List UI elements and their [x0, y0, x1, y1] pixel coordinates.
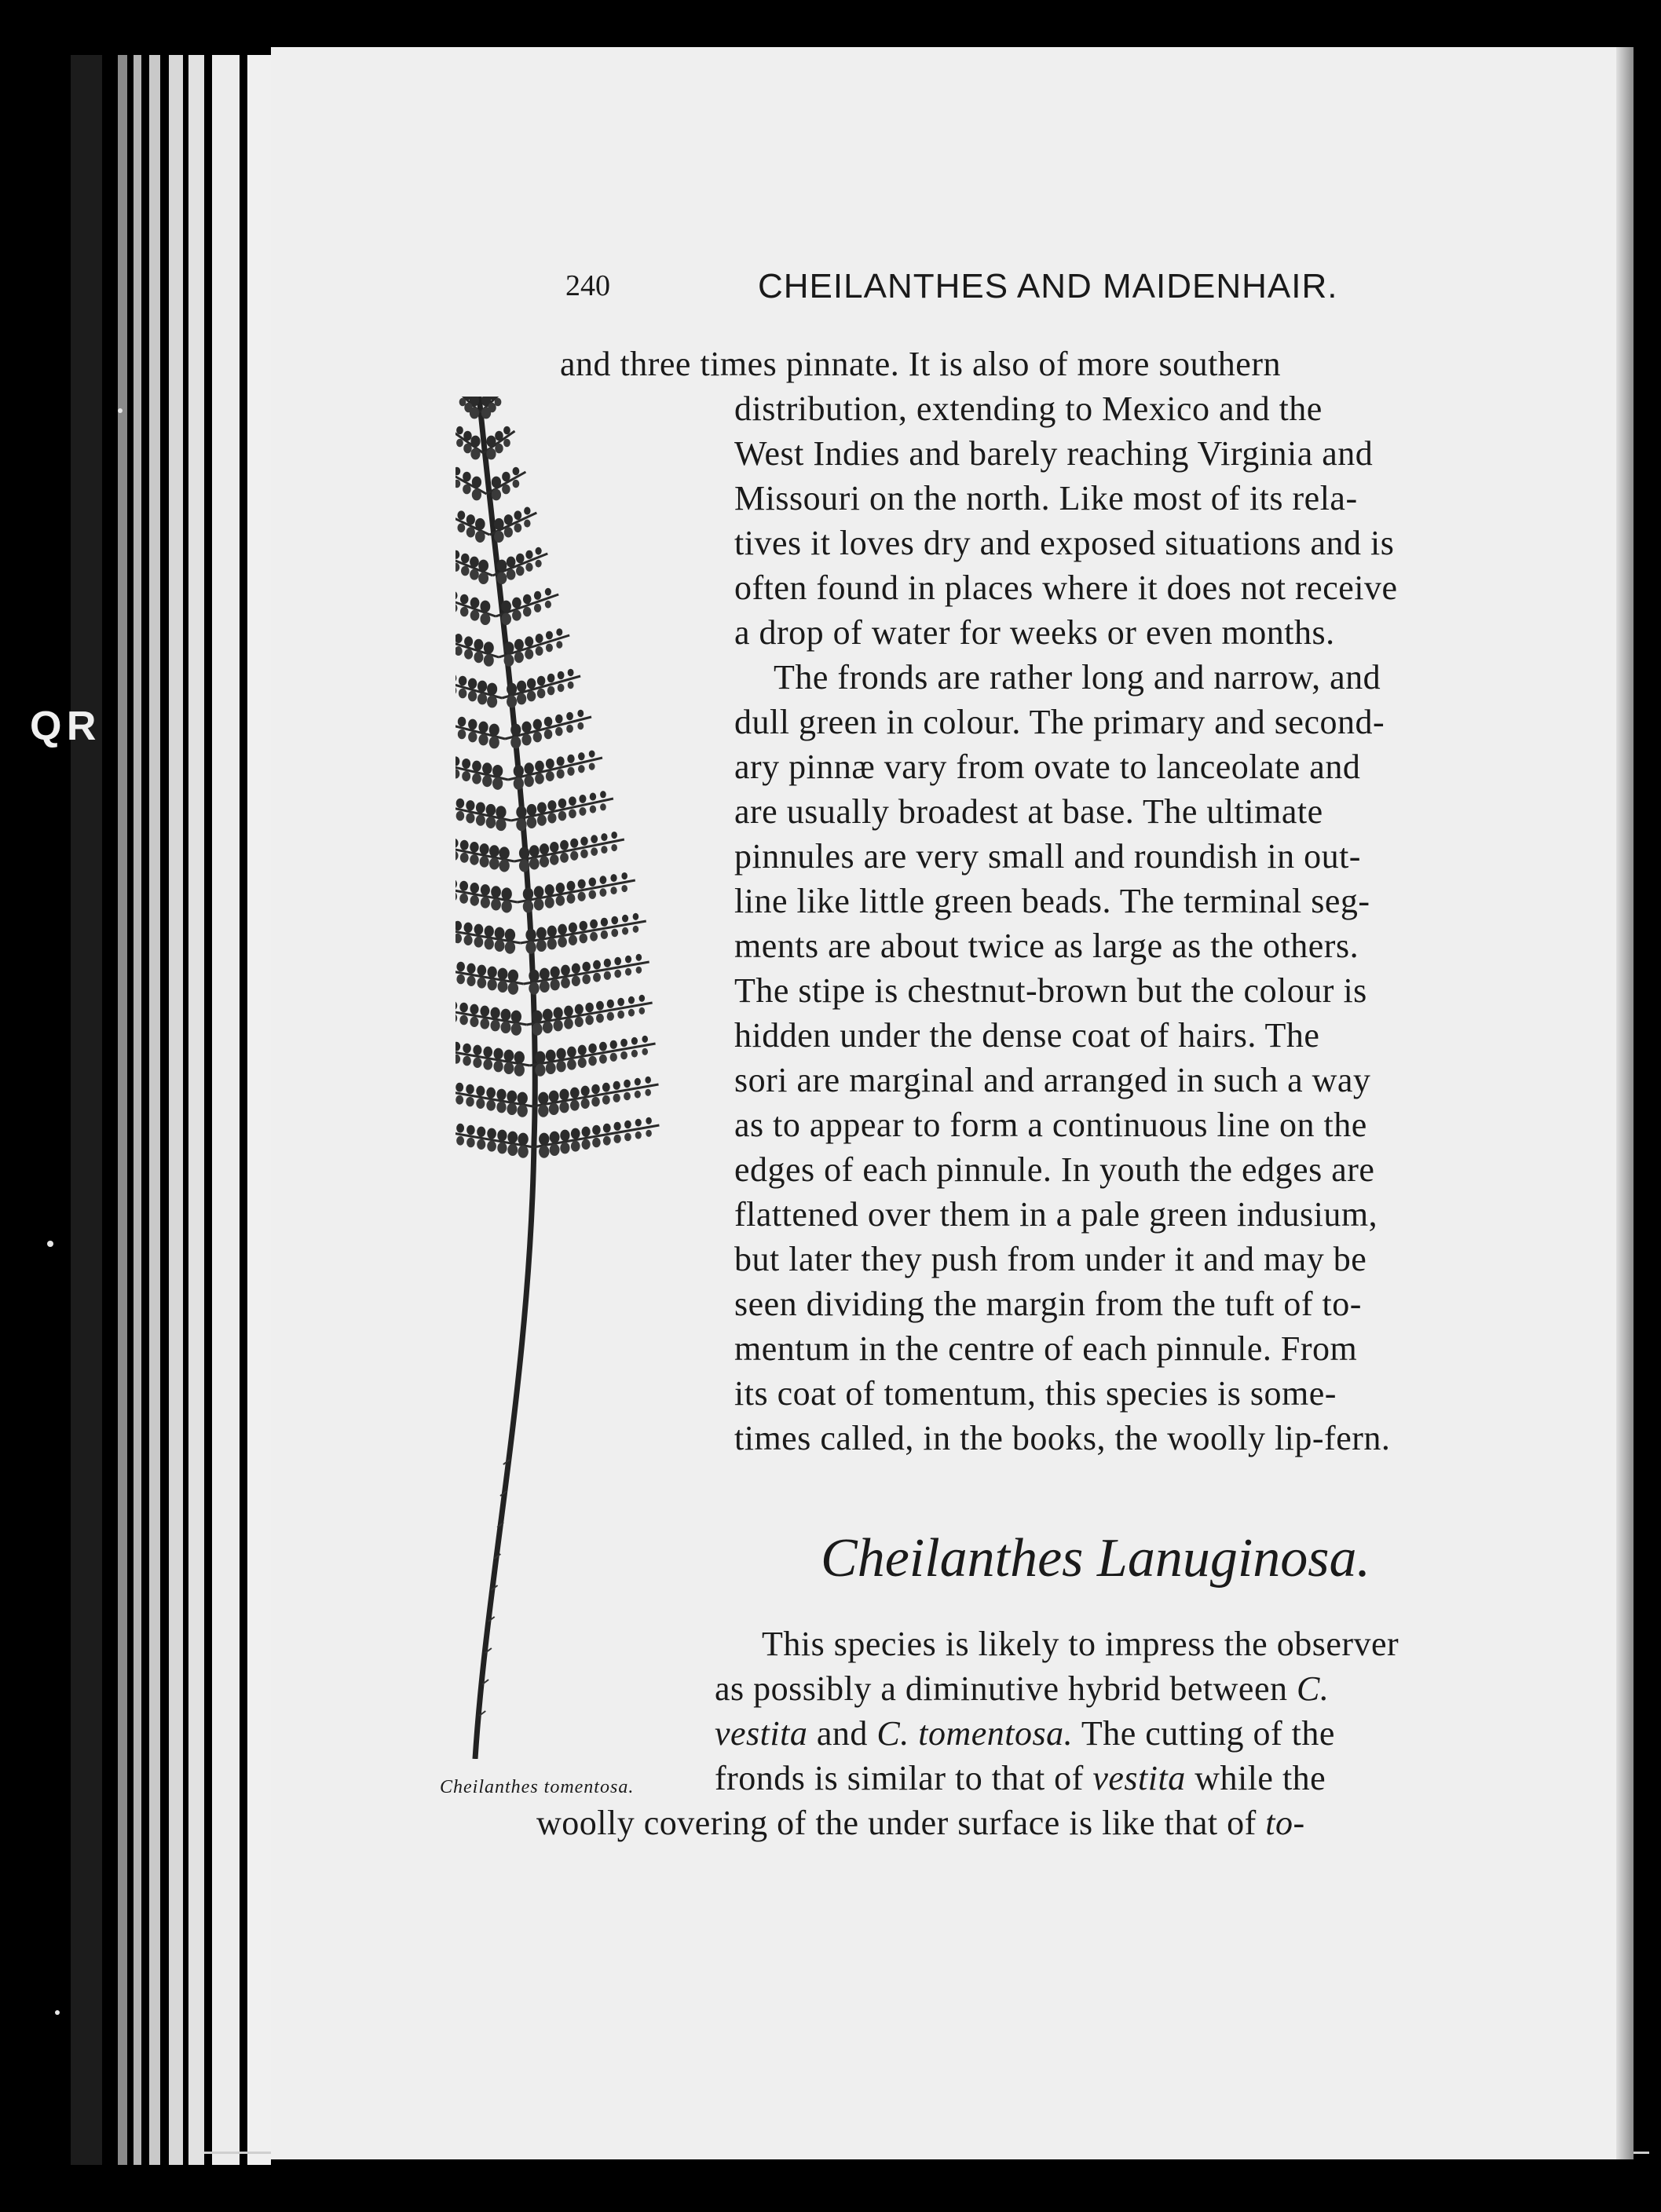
text-line: seen dividing the margin from the tuft of to- — [734, 1285, 1362, 1323]
text-line: times called, in the books, the woolly lip-fern. — [734, 1419, 1391, 1457]
text-line: a drop of water for weeks or even months. — [734, 613, 1335, 652]
book-edge — [134, 55, 141, 2165]
fern-pinna — [502, 669, 580, 708]
book-edge — [169, 55, 183, 2165]
fern-pinna — [505, 710, 591, 749]
fern-pinna — [455, 791, 511, 831]
margin-mark: Q R — [30, 704, 93, 749]
book-page — [271, 47, 1634, 2159]
text-line — [536, 1803, 1305, 1843]
book-edge — [118, 55, 127, 2165]
fern-pinna — [499, 628, 569, 667]
fern-pinna — [527, 995, 653, 1036]
fern-pinna — [457, 397, 481, 419]
text-line — [715, 1758, 1326, 1798]
book-edge — [247, 55, 271, 2165]
fern-pinna — [481, 397, 504, 419]
text-line: distribution, extending to Mexico and the — [734, 389, 1323, 428]
fern-pinna — [533, 1117, 659, 1158]
fern-pinna — [455, 954, 524, 995]
text-line: The stipe is chestnut-brown but the colour is — [734, 971, 1367, 1010]
text-line — [715, 1669, 1329, 1709]
text-line: West Indies and barely reaching Virginia and — [734, 434, 1374, 473]
fern-pinna — [492, 547, 547, 584]
book-edge — [188, 55, 204, 2165]
book-edge — [212, 55, 240, 2165]
fern-pinna — [508, 750, 602, 789]
fern-pinna — [455, 507, 489, 543]
text-line: hidden under the dense coat of hairs. The — [734, 1016, 1320, 1055]
text-line: are usually broadest at base. The ultimate — [734, 792, 1323, 831]
book-edge — [71, 55, 102, 2165]
text-line: often found in places where it does not receive — [734, 569, 1398, 607]
text-line: The fronds are rather long and narrow, and — [774, 658, 1381, 697]
text-run: and — [807, 1714, 877, 1753]
text-line: as to appear to form a continuous line on the — [734, 1106, 1367, 1144]
text-run: The cutting of the — [1073, 1714, 1335, 1753]
speck — [47, 1241, 53, 1247]
fern-pinna — [455, 588, 496, 625]
page-gutter-shadow — [1616, 47, 1634, 2159]
speck — [118, 408, 123, 413]
page-number: 240 — [565, 269, 610, 302]
text-line: its coat of tomentum, this species is some- — [734, 1374, 1337, 1413]
text-line: edges of each pinnule. In youth the edges are — [734, 1150, 1375, 1189]
fern-pinna — [489, 507, 536, 543]
italic-run: vestita — [715, 1714, 808, 1753]
running-head: CHEILANTHES AND MAIDENHAIR. — [758, 267, 1338, 305]
fern-pinna — [511, 791, 613, 831]
text-line: and three times pinnate. It is also of more southern — [560, 345, 1281, 383]
text-line: line like little green beads. The terminal seg- — [734, 882, 1370, 920]
italic-run: vestita — [1092, 1759, 1186, 1797]
text-run: fronds is similar to that of — [715, 1759, 1093, 1797]
fern-pinna — [455, 426, 483, 460]
fern-pinna — [455, 1117, 533, 1158]
fern-pinna — [533, 1077, 659, 1117]
fern-pinna — [455, 710, 505, 749]
text-line: Missouri on the north. Like most of its rela- — [734, 479, 1358, 517]
fern-pinna — [455, 913, 521, 954]
text-line: but later they push from under it and may be — [734, 1240, 1367, 1278]
fern-pinna — [521, 913, 646, 954]
text-line: mentum in the centre of each pinnule. From — [734, 1329, 1358, 1368]
fern-pinna — [486, 467, 525, 501]
fern-pinna — [455, 1077, 533, 1117]
fern-pinna — [455, 547, 492, 584]
text-line: flattened over them in a pale green indusium, — [734, 1195, 1378, 1234]
fern-pinna — [455, 628, 499, 667]
text-run: while the — [1185, 1759, 1326, 1797]
text-line: dull green in colour. The primary and second- — [734, 703, 1385, 741]
fern-pinna — [455, 872, 518, 913]
fern-pinna — [483, 426, 514, 460]
text-line: ments are about twice as large as the others. — [734, 927, 1359, 965]
text-run: as possibly a diminutive hybrid between — [715, 1669, 1297, 1708]
text-line: sori are marginal and arranged in such a way — [734, 1061, 1371, 1099]
fern-pinna — [524, 954, 649, 995]
fern-pinna — [455, 750, 508, 789]
text-line — [715, 1713, 1335, 1753]
fern-pinna — [496, 588, 558, 625]
text-line: tives it loves dry and exposed situations and is — [734, 524, 1395, 562]
fern-pinna — [530, 1036, 656, 1077]
fern-illustration — [455, 397, 687, 1759]
fern-pinna — [518, 872, 635, 913]
text-run: woolly covering of the under surface is like that of — [536, 1804, 1266, 1842]
figure-caption: Cheilanthes tomentosa. — [440, 1777, 635, 1797]
fern-pinna — [455, 832, 514, 872]
italic-run: C. tomentosa. — [876, 1714, 1074, 1753]
fern-pinna — [455, 995, 527, 1036]
fern-pinna — [514, 832, 624, 872]
fern-pinna — [455, 1036, 530, 1077]
italic-run: to- — [1265, 1804, 1305, 1842]
text-line: This species is likely to impress the observer — [762, 1625, 1399, 1663]
fern-pinna — [455, 669, 502, 708]
section-heading: Cheilanthes Lanuginosa. — [821, 1528, 1371, 1589]
italic-run: C. — [1297, 1669, 1330, 1708]
book-edge — [149, 55, 160, 2165]
text-line: pinnules are very small and roundish in out- — [734, 837, 1361, 876]
text-line: ary pinnæ vary from ovate to lanceolate and — [734, 748, 1361, 786]
speck — [55, 2010, 60, 2015]
fern-pinna — [455, 467, 486, 501]
